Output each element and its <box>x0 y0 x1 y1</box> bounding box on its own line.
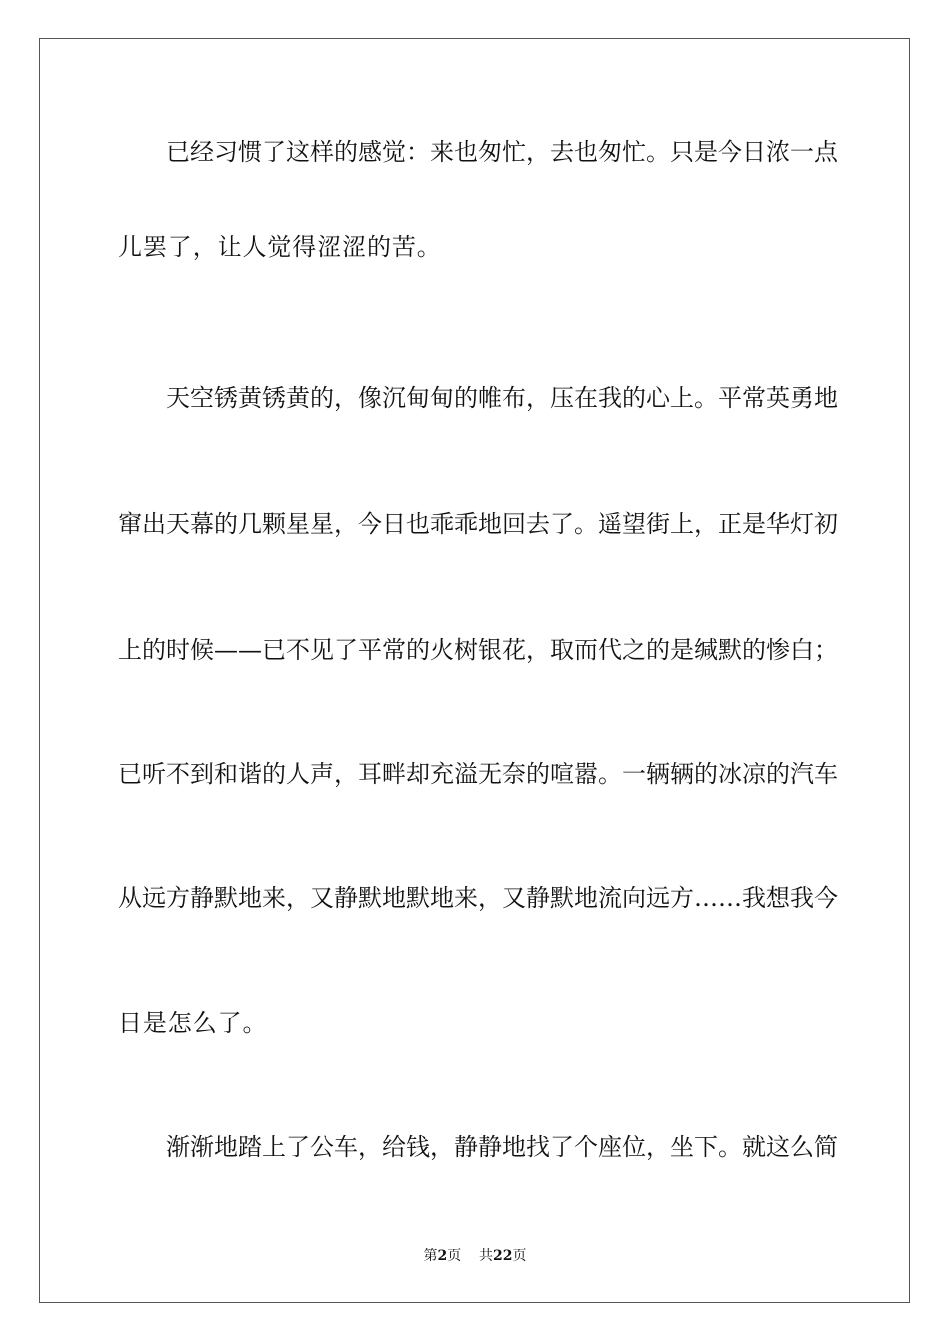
paragraph-line: 天空锈黄锈黄的，像沉甸甸的帷布，压在我的心上。平常英勇地 <box>166 384 838 412</box>
page-border <box>39 38 910 1303</box>
page-label-suffix: 页 <box>447 1248 462 1264</box>
page-number: 2 <box>437 1248 448 1264</box>
page-label-prefix: 第 <box>423 1248 438 1264</box>
paragraph-line: 从远方静默地来，又静默地默地来，又静默地流向远方……我想我今 <box>118 884 838 912</box>
page-footer <box>0 1247 950 1265</box>
paragraph-line: 儿罢了，让人觉得涩涩的苦。 <box>118 233 442 261</box>
paragraph-line: 渐渐地踏上了公车，给钱，静静地找了个座位，坐下。就这么简 <box>166 1133 838 1161</box>
paragraph-line: 上的时候——已不见了平常的火树银花，取而代之的是缄默的惨白； <box>118 636 838 664</box>
paragraph-line: 日是怎么了。 <box>118 1009 268 1037</box>
paragraph-line: 已听不到和谐的人声，耳畔却充溢无奈的喧嚣。一辆辆的冰凉的汽车 <box>118 760 838 788</box>
total-label-suffix: 页 <box>512 1248 527 1264</box>
paragraph-line: 窜出天幕的几颗星星，今日也乖乖地回去了。遥望街上，正是华灯初 <box>118 510 838 538</box>
total-label-prefix: 共 <box>479 1248 494 1264</box>
total-pages: 22 <box>493 1248 513 1264</box>
paragraph-line: 已经习惯了这样的感觉：来也匆忙，去也匆忙。只是今日浓一点 <box>166 138 838 166</box>
